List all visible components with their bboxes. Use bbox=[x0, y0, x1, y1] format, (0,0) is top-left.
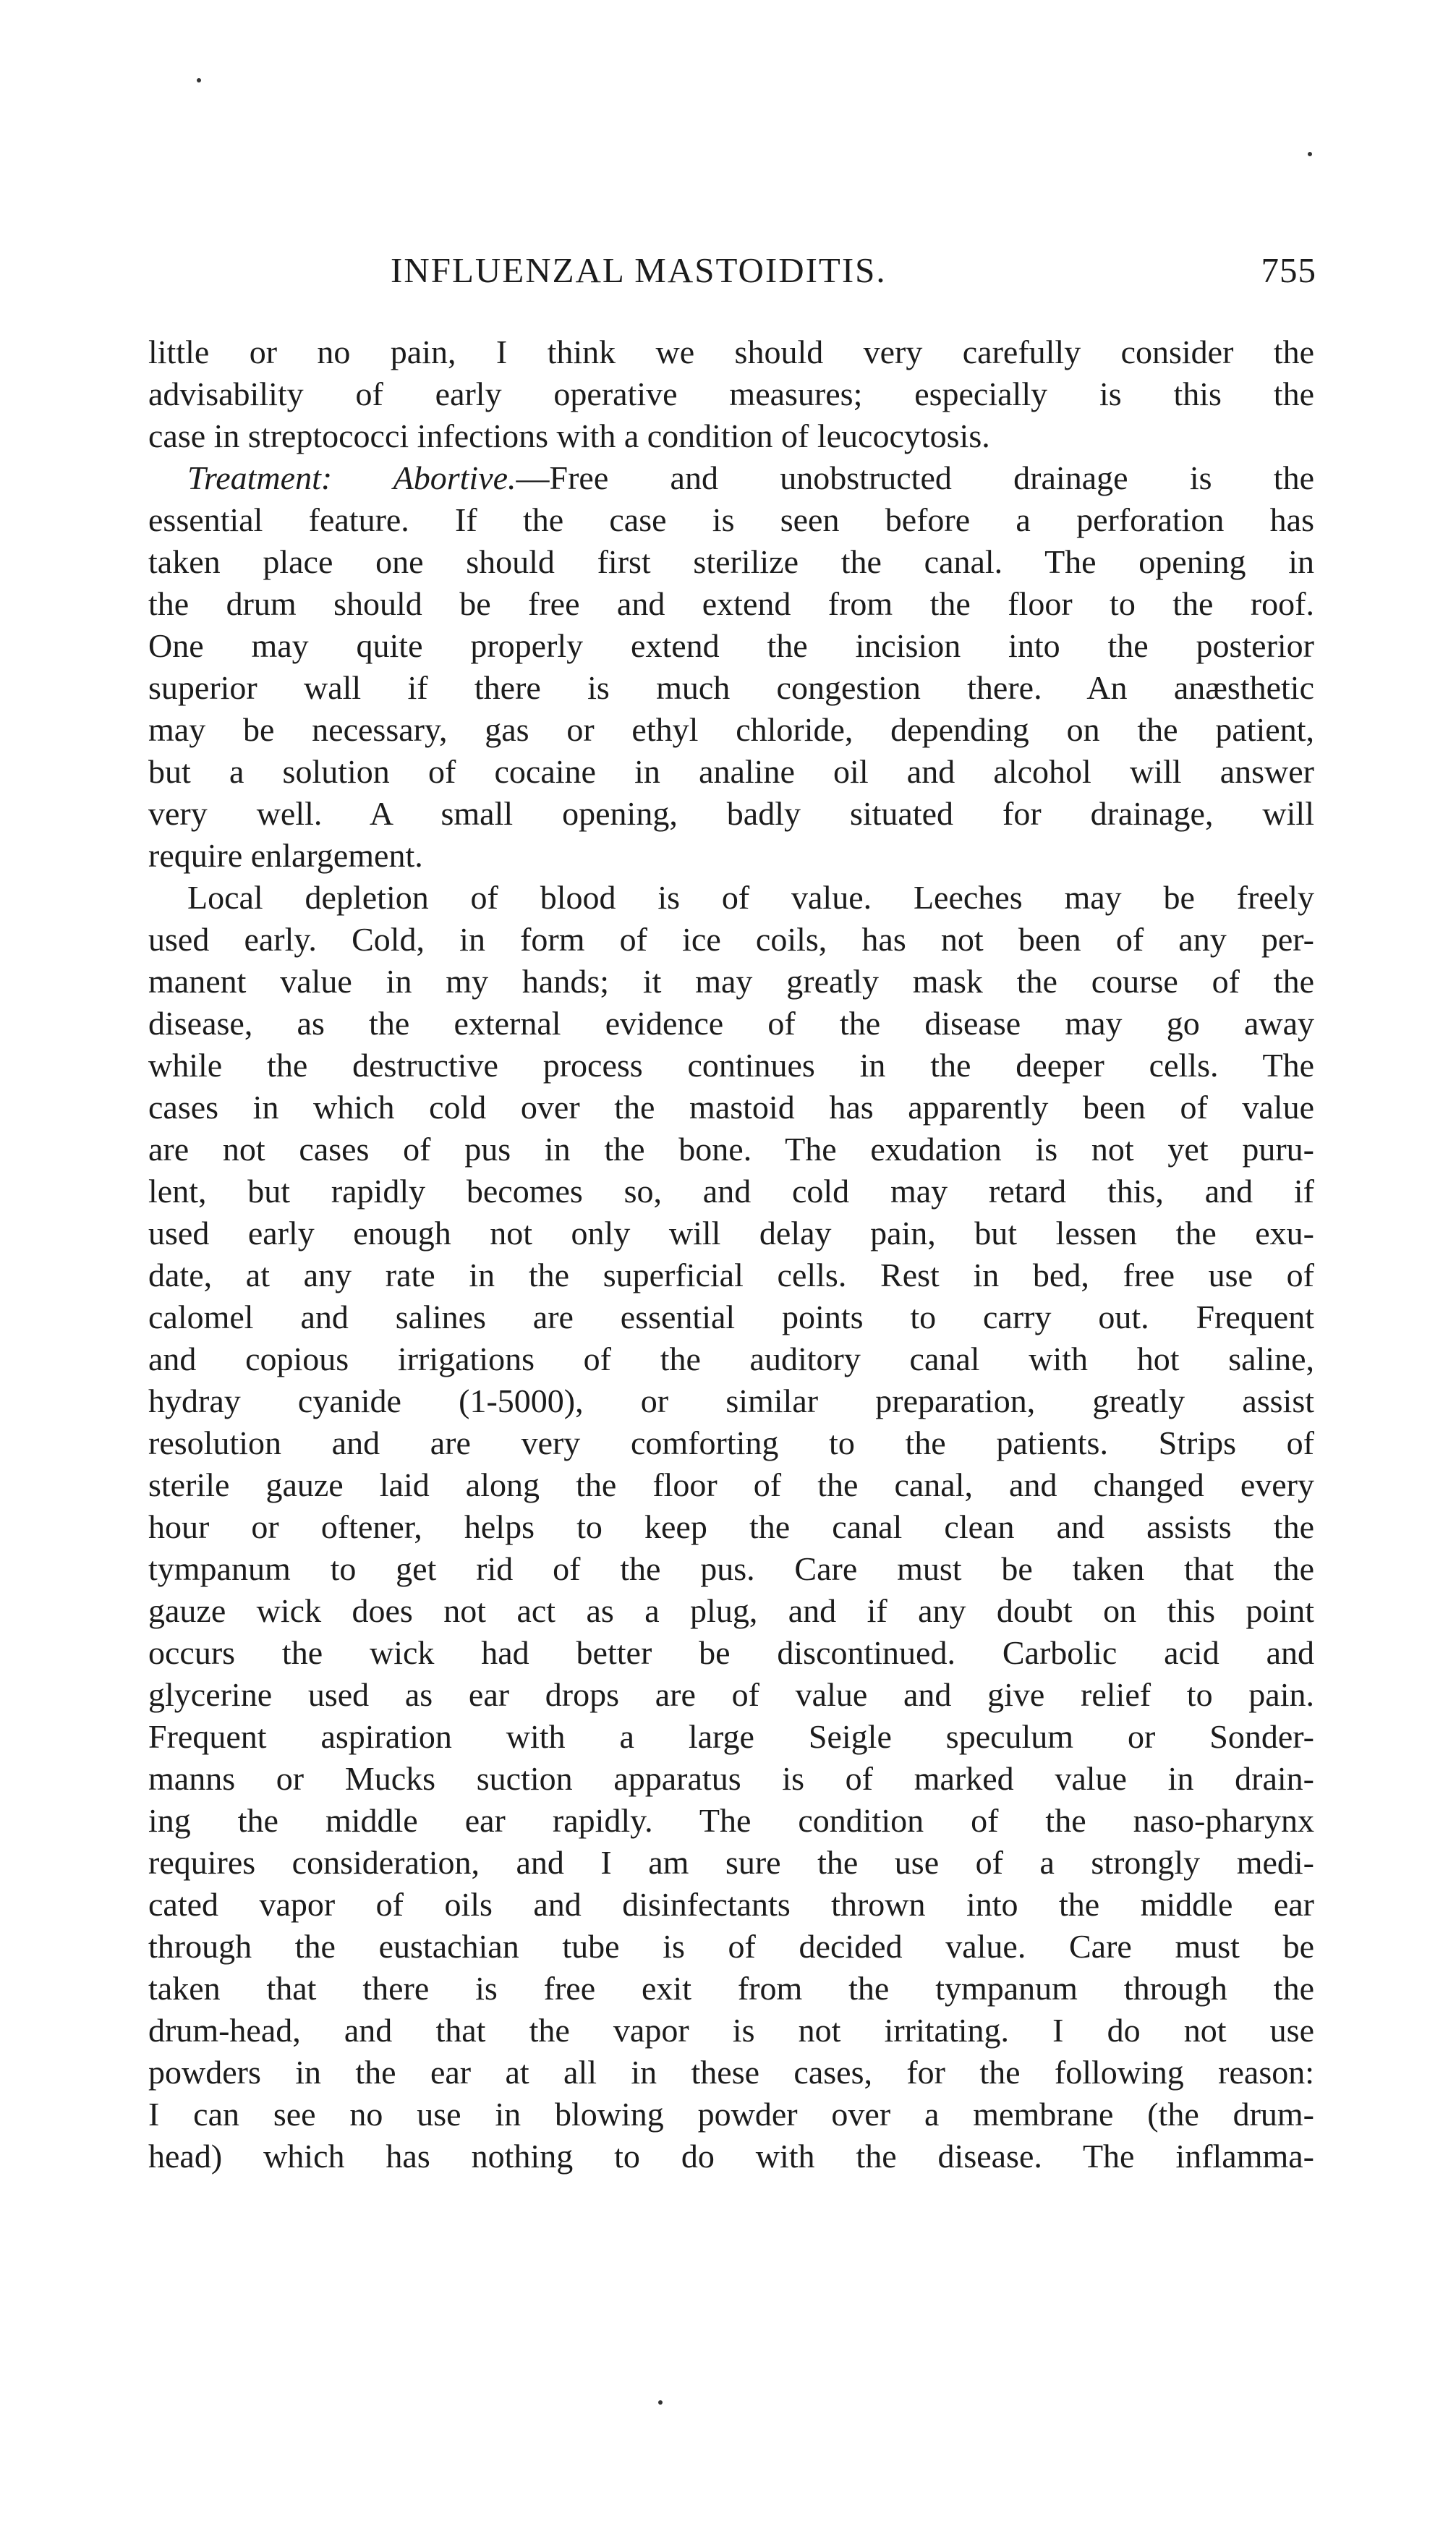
text-line: drum-head, and that the vapor is not irritating. I do not use bbox=[148, 2012, 1314, 2049]
body-text bbox=[148, 331, 1314, 2177]
text-line: cated vapor of oils and disinfectants thrown into the middle ear bbox=[148, 1886, 1314, 1923]
text-line: tympanum to get rid of the pus. Care must be taken that the bbox=[148, 1550, 1314, 1587]
text-line: very well. A small opening, badly situated for drainage, will bbox=[148, 795, 1314, 832]
text-line: case in streptococci infections with a condition of leucocytosis. bbox=[148, 417, 990, 454]
text-line: may be necessary, gas or ethyl chloride, depending on the patient, bbox=[148, 711, 1314, 748]
text-line: resolution and are very comforting to the patients. Strips of bbox=[148, 1424, 1314, 1461]
text-line bbox=[148, 457, 1314, 499]
text-line: taken that there is free exit from the tympanum through the bbox=[148, 1970, 1314, 2007]
text-line: Local depletion of blood is of value. Leeches may be freely bbox=[187, 879, 1314, 916]
text-line: while the destructive process continues in the deeper cells. The bbox=[148, 1047, 1314, 1084]
text-line: lent, but rapidly becomes so, and cold may retard this, and if bbox=[148, 1173, 1314, 1210]
text-line: ing the middle ear rapidly. The condition of the naso-pharynx bbox=[148, 1802, 1314, 1839]
text-line: hydray cyanide (1-5000), or similar preparation, greatly assist bbox=[148, 1382, 1314, 1419]
text-line: hour or oftener, helps to keep the canal clean and assists the bbox=[148, 1508, 1314, 1545]
text-line: taken place one should first sterilize the canal. The opening in bbox=[148, 543, 1314, 580]
page-number: 755 bbox=[1261, 250, 1316, 290]
text-line: used early. Cold, in form of ice coils, has not been of any per- bbox=[148, 921, 1314, 958]
section-heading: Treatment: Abortive. bbox=[187, 459, 516, 496]
text-line: date, at any rate in the superficial cells. Rest in bed, free use of bbox=[148, 1257, 1314, 1293]
text-line: the drum should be free and extend from the floor to the roof. bbox=[148, 585, 1314, 622]
text-line: through the eustachian tube is of decided value. Care must be bbox=[148, 1928, 1314, 1965]
text-line: superior wall if there is much congestion there. An anæsthetic bbox=[148, 669, 1314, 706]
text-line: are not cases of pus in the bone. The exudation is not yet puru- bbox=[148, 1131, 1314, 1168]
text-line: manns or Mucks suction apparatus is of marked value in drain- bbox=[148, 1760, 1314, 1797]
text-line: advisability of early operative measures; especially is this the bbox=[148, 375, 1314, 412]
running-title: INFLUENZAL MASTOIDITIS. bbox=[391, 250, 887, 290]
speck-mark bbox=[197, 78, 201, 82]
text-line: and copious irrigations of the auditory canal with hot saline, bbox=[148, 1340, 1314, 1377]
text-line: requires consideration, and I am sure the use of a strongly medi- bbox=[148, 1844, 1314, 1881]
text-run: —Free and unobstructed drainage is the bbox=[516, 459, 1314, 496]
text-line: disease, as the external evidence of the disease may go away bbox=[148, 1005, 1314, 1042]
text-line: essential feature. If the case is seen before a perforation has bbox=[148, 501, 1314, 538]
text-line: sterile gauze laid along the floor of the canal, and changed every bbox=[148, 1466, 1314, 1503]
speck-mark bbox=[658, 2400, 663, 2405]
text-line: One may quite properly extend the incision into the posterior bbox=[148, 627, 1314, 664]
text-line: gauze wick does not act as a plug, and if any doubt on this point bbox=[148, 1592, 1314, 1629]
text-line: Frequent aspiration with a large Seigle speculum or Sonder- bbox=[148, 1718, 1314, 1755]
text-line: occurs the wick had better be discontinued. Carbolic acid and bbox=[148, 1634, 1314, 1671]
text-line: powders in the ear at all in these cases, for the following reason: bbox=[148, 2054, 1314, 2091]
text-line: require enlargement. bbox=[148, 837, 423, 874]
text-line: calomel and salines are essential points to carry out. Frequent bbox=[148, 1299, 1314, 1335]
text-line: I can see no use in blowing powder over a membrane (the drum- bbox=[148, 2096, 1314, 2133]
text-line: used early enough not only will delay pain, but lessen the exu- bbox=[148, 1215, 1314, 1251]
text-line: but a solution of cocaine in analine oil and alcohol will answer bbox=[148, 753, 1314, 790]
text-line: cases in which cold over the mastoid has apparently been of value bbox=[148, 1089, 1314, 1126]
page-header bbox=[145, 250, 1316, 307]
text-line: head) which has nothing to do with the disease. The inflamma- bbox=[148, 2138, 1314, 2175]
speck-mark bbox=[1308, 152, 1312, 156]
text-line: little or no pain, I think we should very carefully consider the bbox=[148, 333, 1314, 370]
text-line: manent value in my hands; it may greatly mask the course of the bbox=[148, 963, 1314, 1000]
text-line: glycerine used as ear drops are of value and give relief to pain. bbox=[148, 1676, 1314, 1713]
